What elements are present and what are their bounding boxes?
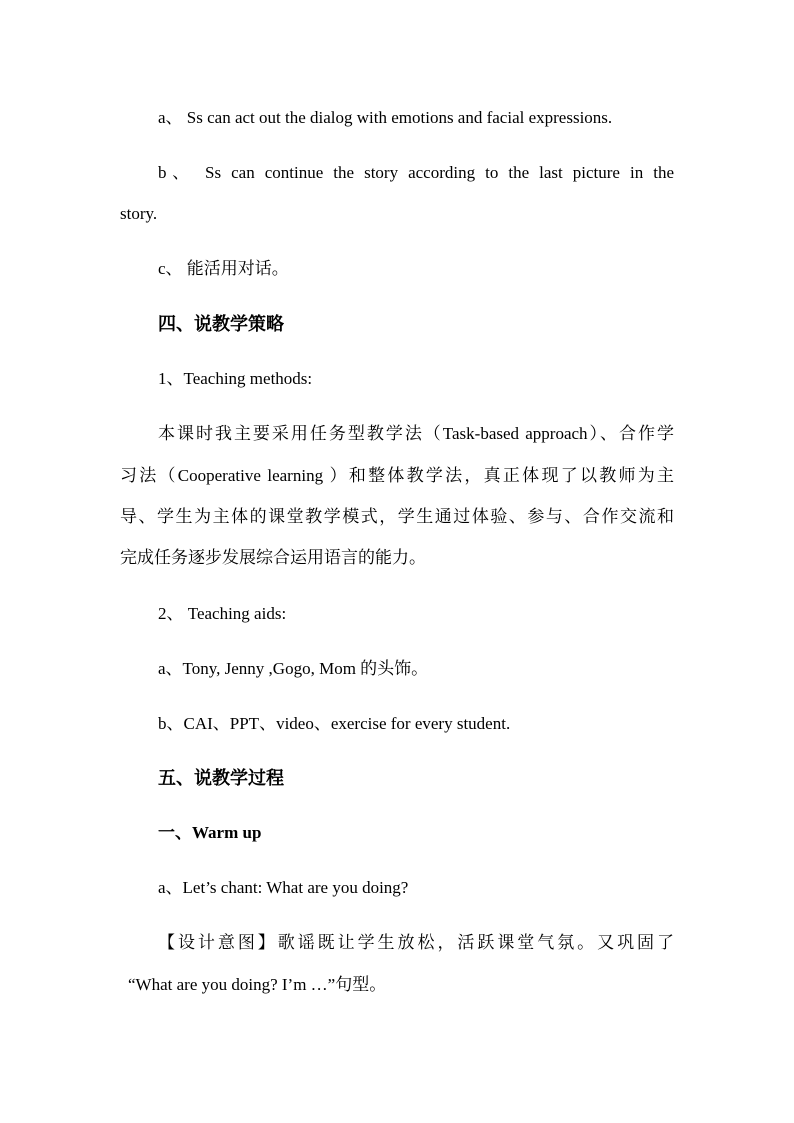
objective-b-line1: b、 Ss can continue the story according to the last picture in the <box>158 163 674 182</box>
objective-b-line2: story. <box>120 204 158 223</box>
objective-c: c、 能活用对话。 <box>158 259 289 278</box>
methods-paragraph-line4: 完成任务逐步发展综合运用语言的能力。 <box>120 548 426 567</box>
teaching-methods-title: 1、Teaching methods: <box>158 369 313 388</box>
design-intent-line2: “What are you doing? I’m …”句型。 <box>128 975 387 994</box>
teaching-aids-b: b、CAI、PPT、video、exercise for every student. <box>158 714 511 733</box>
objective-a: a、 Ss can act out the dialog with emotions and facial expressions. <box>158 108 613 127</box>
methods-paragraph-line1: 本课时我主要采用任务型教学法（Task-based approach）、合作学 <box>158 424 674 443</box>
section-five-heading: 五、说教学过程 <box>158 768 284 788</box>
teaching-aids-title: 2、 Teaching aids: <box>158 604 287 623</box>
chant-line: a、Let’s chant: What are you doing? <box>158 878 409 897</box>
section-four-heading: 四、说教学策略 <box>158 314 284 334</box>
design-intent-line1: 【设计意图】歌谣既让学生放松，活跃课堂气氛。又巩固了 <box>158 933 674 952</box>
methods-paragraph-line3: 导、学生为主体的课堂教学模式，学生通过体验、参与、合作交流和 <box>120 507 674 526</box>
teaching-aids-a: a、Tony, Jenny ,Gogo, Mom 的头饰。 <box>158 659 429 678</box>
warm-up-heading: 一、Warm up <box>158 823 262 842</box>
methods-paragraph-line2: 习法（Cooperative learning ）和整体教学法，真正体现了以教师为主 <box>120 466 674 485</box>
